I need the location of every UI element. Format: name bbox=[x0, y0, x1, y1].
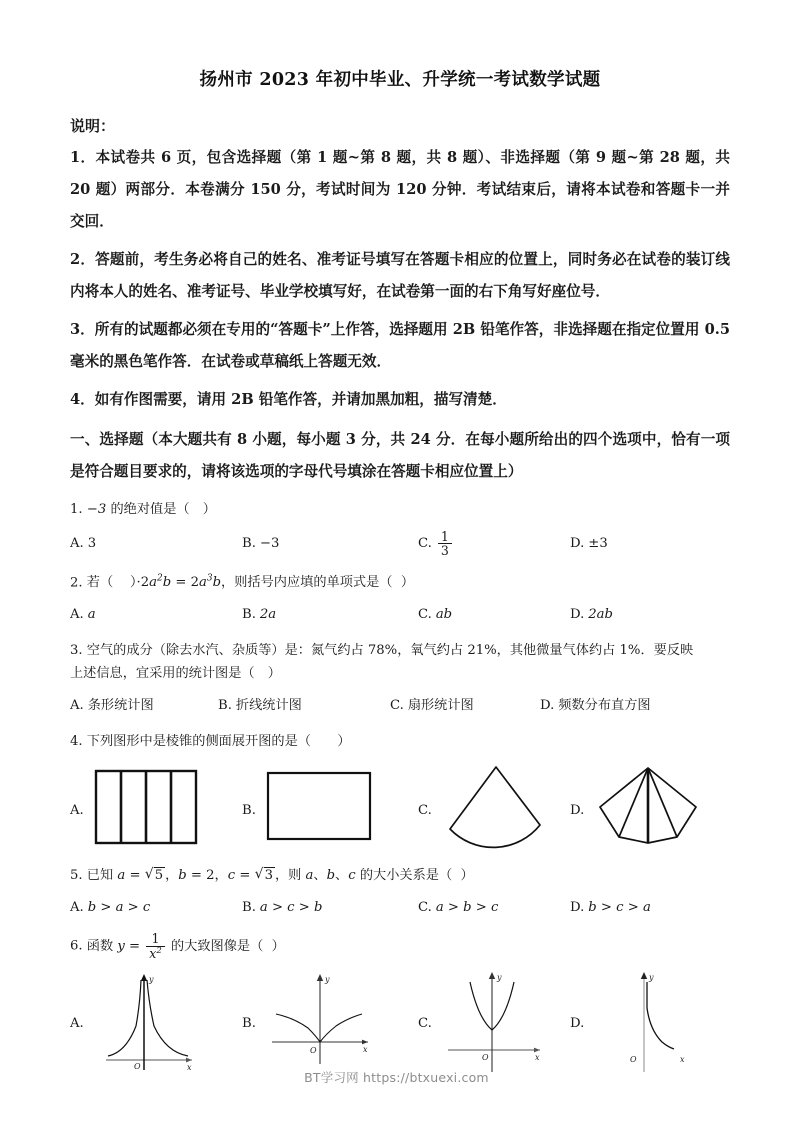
question-5 bbox=[70, 864, 730, 923]
question-1-math: −3 bbox=[86, 502, 107, 517]
fraction-one-third: $\frac{1}{3}$ bbox=[438, 530, 452, 557]
option-label: C. bbox=[418, 607, 432, 623]
question-2-options bbox=[70, 600, 730, 630]
svg-text:O: O bbox=[310, 1045, 317, 1055]
option-text: a > b > c bbox=[435, 900, 499, 916]
fan-of-triangles-icon bbox=[592, 763, 704, 855]
question-6-stem bbox=[70, 932, 730, 960]
option-text: a > c > b bbox=[259, 900, 323, 916]
instruction-item-3: 3．所有的试题都必须在专用的“答题卡”上作答，选择题用 2B 铅笔作答，非选择题在指定位置用 0.5 毫米的黑色笔作答．在试卷或草稿纸上答题无效． bbox=[70, 321, 730, 370]
question-6 bbox=[70, 932, 730, 1086]
option-label: D. bbox=[540, 698, 555, 714]
option-label: D. bbox=[570, 1015, 585, 1031]
option-label: A. bbox=[70, 698, 84, 714]
option-text: ab bbox=[435, 607, 453, 623]
svg-text:y: y bbox=[325, 974, 330, 984]
question-1 bbox=[70, 497, 730, 559]
question-3-options bbox=[70, 691, 730, 721]
question-3 bbox=[70, 639, 730, 721]
question-5-option-a[interactable] bbox=[70, 893, 150, 923]
option-label: B. bbox=[242, 607, 256, 623]
question-1-text: 的绝对值是（ ） bbox=[106, 502, 216, 517]
svg-text:O: O bbox=[482, 1052, 489, 1062]
option-label: D. bbox=[570, 607, 585, 623]
option-text: 扇形统计图 bbox=[407, 698, 474, 714]
question-5-stem bbox=[70, 864, 730, 887]
svg-text:x: x bbox=[535, 1052, 540, 1062]
svg-text:O: O bbox=[630, 1054, 637, 1064]
question-5-option-b[interactable] bbox=[242, 893, 322, 923]
option-label: A. bbox=[70, 803, 84, 819]
page-title: 扬州市 2023 年初中毕业、升学统一考试数学试题 bbox=[199, 70, 601, 90]
question-3-option-d[interactable] bbox=[540, 691, 651, 721]
question-2-option-d[interactable] bbox=[570, 600, 613, 630]
svg-text:y: y bbox=[149, 974, 154, 984]
instruction-item-1: 1．本试卷共 6 页，包含选择题（第 1 题~第 8 题，共 8 题）、非选择题（第 9 题~第 28 题，共 20 题）两部分．本卷满分 150 分，考试时间为 120 分钟．考试结束后，请将本试卷和答题卡一并交回． bbox=[70, 149, 730, 230]
question-6-text: 函数 y = $\frac{1}{x^2}$ 的大致图像是（ ） bbox=[86, 931, 285, 961]
option-label: A. bbox=[70, 536, 84, 551]
question-3-option-c[interactable] bbox=[390, 691, 474, 721]
question-2-number: 2. bbox=[70, 575, 83, 591]
svg-text:O: O bbox=[134, 1061, 141, 1071]
section-heading-multiple-choice: 一、选择题（本大题共有 8 小题，每小题 3 分，共 24 分．在每小题所给出的四个选项中，恰有一项是符合题目要求的，请将该选项的字母代号填涂在答题卡相应位置上） bbox=[70, 431, 730, 480]
svg-text:x: x bbox=[363, 1044, 368, 1054]
instruction-item-4: 4．如有作图需要，请用 2B 铅笔作答，并请加黑加粗，描写清楚． bbox=[70, 391, 507, 408]
option-text: 2ab bbox=[588, 607, 613, 623]
fraction-one-over-x-squared: $\frac{1}{x^2}$ bbox=[146, 932, 165, 960]
option-label: C. bbox=[418, 900, 432, 916]
option-text: 频数分布直方图 bbox=[558, 698, 651, 714]
question-2-option-c[interactable] bbox=[418, 600, 452, 630]
question-4 bbox=[70, 730, 730, 855]
footer-watermark: BT学习网 https://btxuexi.com bbox=[304, 1070, 489, 1085]
option-text: 条形统计图 bbox=[87, 698, 154, 714]
option-label: D. bbox=[570, 536, 585, 551]
option-label: C. bbox=[418, 1015, 432, 1031]
question-1-option-a[interactable] bbox=[70, 529, 96, 559]
question-5-option-d[interactable] bbox=[570, 893, 651, 923]
question-1-number: 1. bbox=[70, 502, 83, 517]
option-text: −3 bbox=[259, 536, 280, 551]
option-label: C. bbox=[418, 803, 432, 819]
option-label: B. bbox=[242, 900, 256, 916]
circular-sector-icon bbox=[440, 763, 552, 855]
sqrt-5-icon: √ 5 bbox=[145, 864, 165, 887]
question-3-stem-line-2: 上述信息，宜采用的统计图是（ ） bbox=[70, 666, 281, 682]
question-3-option-a[interactable] bbox=[70, 691, 154, 721]
option-label: D. bbox=[570, 803, 585, 819]
option-label: A. bbox=[70, 1015, 84, 1031]
option-label: B. bbox=[242, 803, 256, 819]
option-label: B. bbox=[242, 1015, 256, 1031]
question-3-option-b[interactable] bbox=[218, 691, 302, 721]
instruction-item-2: 2．答题前，考生务必将自己的姓名、准考证号填写在答题卡相应的位置上，同时务必在试卷的装订线内将本人的姓名、准考证号、毕业学校填写好，在试卷第一面的右下角写好座位号． bbox=[70, 251, 730, 300]
svg-text:y: y bbox=[497, 972, 502, 982]
rectangle-with-vertical-strips-icon bbox=[92, 763, 204, 855]
option-label: D. bbox=[570, 900, 585, 916]
question-2-stem bbox=[70, 568, 730, 594]
option-text: b > a > c bbox=[87, 900, 151, 916]
option-text: 2a bbox=[259, 607, 277, 623]
question-5-options bbox=[70, 893, 730, 923]
option-label: A. bbox=[70, 900, 84, 916]
plain-rectangle-icon bbox=[264, 763, 376, 855]
svg-text:y: y bbox=[649, 972, 654, 982]
option-label: B. bbox=[242, 536, 256, 551]
question-2-option-b[interactable] bbox=[242, 600, 276, 630]
question-1-stem bbox=[70, 497, 730, 523]
question-1-option-b[interactable] bbox=[242, 529, 279, 559]
option-text: a bbox=[87, 607, 96, 623]
question-5-text: 已知 a = √ 5 ，b = 2，c = √ 3 ，则 a、b、c 的大小关系是（ ） bbox=[87, 868, 474, 883]
option-label: B. bbox=[218, 698, 232, 714]
question-2 bbox=[70, 568, 730, 630]
svg-text:x: x bbox=[680, 1054, 685, 1064]
question-6-number: 6. bbox=[70, 938, 83, 954]
question-2-option-a[interactable] bbox=[70, 600, 96, 630]
option-label: C. bbox=[390, 698, 404, 714]
option-label: A. bbox=[70, 607, 84, 623]
option-text: 3 bbox=[87, 536, 97, 551]
option-text: 折线统计图 bbox=[235, 698, 302, 714]
question-1-options bbox=[70, 529, 730, 559]
instructions-heading: 说明： bbox=[70, 117, 116, 135]
question-4-stem: 4. 下列图形中是棱锥的侧面展开图的是（ ） bbox=[70, 734, 351, 750]
question-4-options bbox=[70, 763, 730, 855]
question-1-option-d[interactable] bbox=[570, 529, 608, 559]
question-5-number: 5. bbox=[70, 868, 83, 884]
svg-text:x: x bbox=[187, 1062, 192, 1072]
option-text: b > c > a bbox=[588, 900, 651, 916]
option-label: C. bbox=[418, 536, 432, 551]
option-text: ±3 bbox=[588, 536, 608, 551]
question-2-text: 若（ ）$\cdot 2a^2b = 2a^3b$，则括号内应填的单项式是（ ） bbox=[86, 574, 415, 591]
question-5-option-c[interactable] bbox=[418, 893, 498, 923]
question-3-stem-line-1: 3. 空气的成分（除去水汽、杂质等）是：氮气约占 78%，氧气约占 21%，其他微量气体约占 1%．要反映 bbox=[70, 643, 694, 659]
page-content bbox=[70, 0, 730, 1086]
question-1-option-c[interactable] bbox=[418, 529, 454, 559]
sqrt-3-icon: √ 3 bbox=[255, 864, 275, 887]
